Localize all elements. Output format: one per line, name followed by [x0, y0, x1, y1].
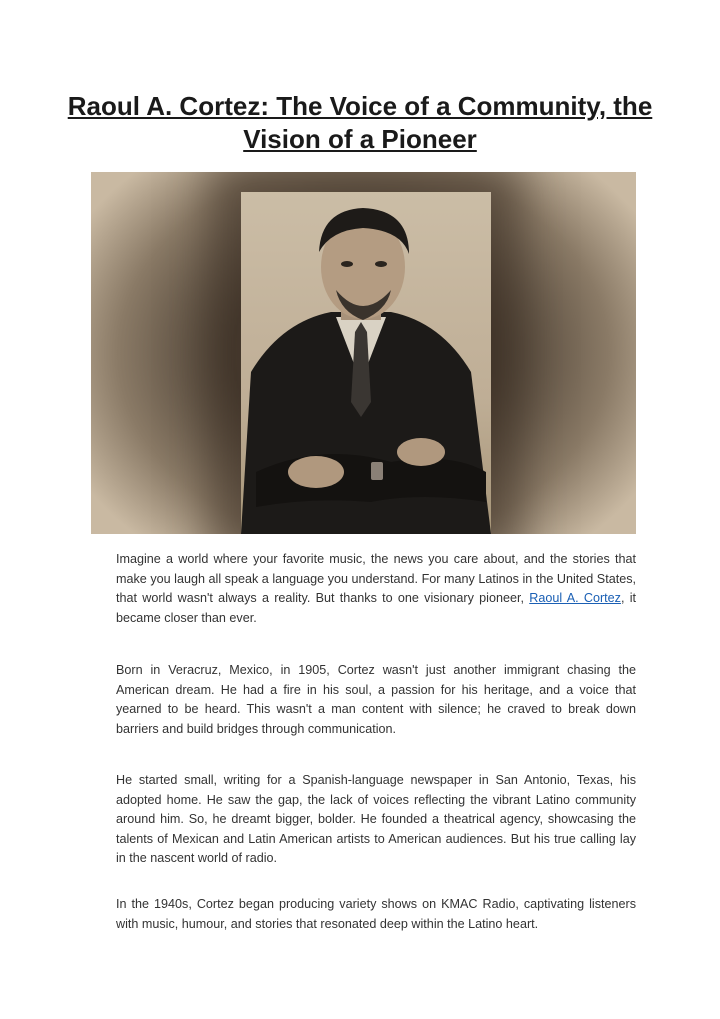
paragraph-1940s: In the 1940s, Cortez began producing variety shows on KMAC Radio, captivating listeners with music, humour, and stories that resonated deep within the Latino heart.: [116, 897, 636, 931]
page-title: Raoul A. Cortez: The Voice of a Community, the Vision of a Pioneer: [67, 91, 653, 154]
portrait-photo: [91, 172, 636, 534]
paragraph-started: He started small, writing for a Spanish-language newspaper in San Antonio, Texas, his adopted home. He saw the gap, the lack of voices reflecting the vibrant Latino community around him. So, he dreamt bigger, bolder. He founded a theatrical agency, showcasing the talents of Mexican and Latin American artists to American audiences. But his true calling lay in the nascent world of radio.: [116, 773, 636, 865]
cortez-link[interactable]: Raoul A. Cortez: [529, 591, 621, 605]
paragraph-intro: [116, 550, 636, 628]
right-eye: [375, 261, 387, 267]
watch-shape: [371, 462, 383, 480]
paragraph-text: Imagine a world where your favorite music, the news you care about, and the stories that make you laugh all speak a language you understand. For many Latinos in the United States, that world wasn't always a reality. But thanks to one visionary pioneer,: [116, 552, 636, 605]
left-hand: [288, 456, 344, 488]
portrait-figure: [91, 172, 636, 534]
right-hand: [397, 438, 445, 466]
paragraph-born: Born in Veracruz, Mexico, in 1905, Cortez wasn't just another immigrant chasing the American dream. He had a fire in his soul, a passion for his heritage, and a voice that yearned to be heard. This wasn't a man content with silence; he craved to break down barriers and build bridges through communication.: [116, 663, 636, 736]
left-eye: [341, 261, 353, 267]
paragraph-text: , it became closer than ever.: [116, 591, 637, 625]
